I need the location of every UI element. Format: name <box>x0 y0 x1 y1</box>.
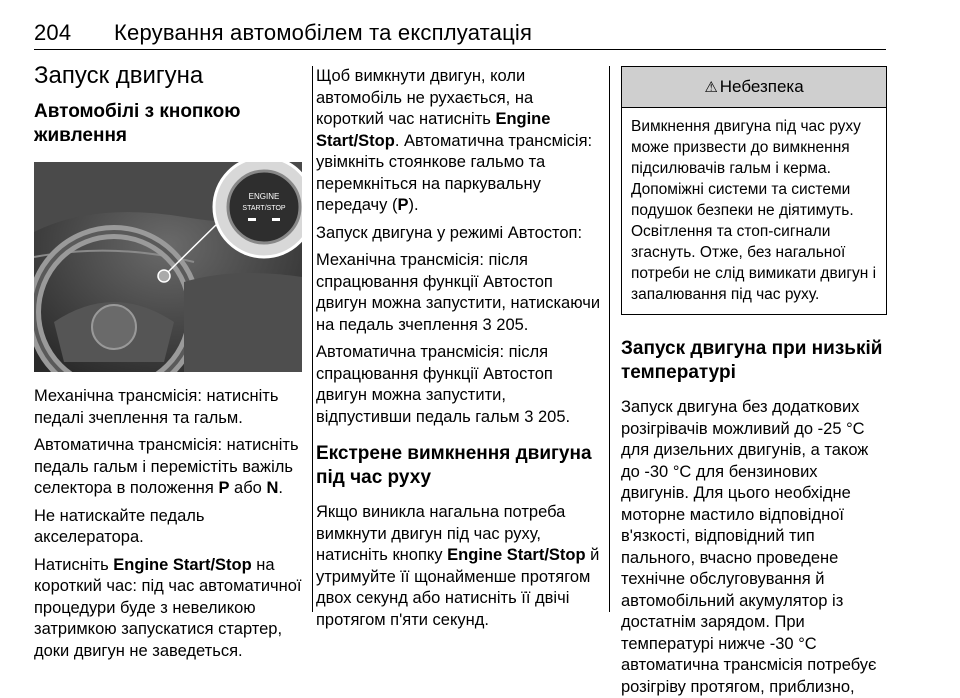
column-divider-2 <box>609 66 610 612</box>
text-run: або <box>229 479 267 497</box>
warning-title <box>622 67 886 108</box>
text-run: на короткий час: під час автоматичної процедури буде з невеликою затримкою запускатися стартер, доки двигун не заведеться. <box>34 555 302 660</box>
paragraph <box>316 342 602 428</box>
column-divider-1 <box>312 66 313 612</box>
paragraph: Механічна трансмісія: натисніть педалі зчеплення та гальм. <box>34 387 279 427</box>
text-run: Якщо виникла нагальна потреба вимкнути двигун під час руху, натисніть кнопку <box>316 503 566 564</box>
warning-box <box>621 66 887 315</box>
button-label-line2: START/STOP <box>242 205 286 212</box>
control-name: Engine Start/Stop <box>316 110 551 150</box>
section-heading: Запуск двигуна <box>34 62 204 89</box>
text-run: Автоматична трансмісія: після спрацювання функції Автостоп двигун можна запустити, відпустивши педаль гальм <box>316 343 553 426</box>
dashboard-illustration <box>34 162 302 372</box>
header-rule <box>34 49 886 50</box>
paragraph <box>34 435 302 500</box>
paragraph <box>316 502 602 631</box>
control-name: Engine Start/Stop <box>447 546 586 564</box>
subsection-heading: Екстрене вимкнення двигуна під час руху <box>316 443 592 488</box>
text-run: Механічна трансмісія: після спрацювання функції Автостоп двигун можна запустити, натискаючи на педаль зчеплення <box>316 251 601 334</box>
gear-p: P <box>218 479 230 497</box>
warning-text: Вимкнення двигуна під час руху може призвести до вимкнення підсилювачів гальм і керма. Допоміжні системи та системи подушок безпеки не діятимуть. Освітлення та стоп-сигнали згаснуть. Отже, без нагальної потреби не слід вимикати двигун і запалювання під час руху. <box>631 118 877 303</box>
paragraph <box>316 66 602 217</box>
dashboard-drawing <box>34 162 302 372</box>
control-name: Engine Start/Stop <box>113 555 252 574</box>
gear-n: N <box>266 479 279 497</box>
text-run: й утримуйте її щонайменше протягом двох секунд або натисніть її двічі протягом п'яти секунд. <box>316 546 600 629</box>
paragraph: Запуск двигуна без додаткових розігрівачів можливий до -25 °C для дизельних двигунів, а також до -30 °C для бензинових двигунів. Для цього необхідне моторне мастило відповідної в'язкості, відповідний тип пального, вчасно проведене технічне обслуговування й автомобільний акумулятор із достатнім зарядом. При температурі нижче -30 °C автоматична трансмісія потребує розігріву протягом, приблизно, <box>621 398 877 696</box>
page-number: 204 <box>34 20 72 45</box>
text-run: Автоматична трансмісія: натисніть педаль гальм і перемістіть важіль селектора в положення <box>34 436 299 497</box>
paragraph: Не натискайте педаль акселератора. <box>34 506 205 546</box>
chapter-title: Керування автомобілем та експлуатація <box>114 20 533 45</box>
subsection-heading: Запуск двигуна при низькій температурі <box>621 338 883 383</box>
page-reference[interactable]: 3 205. <box>524 407 571 426</box>
button-label-line1: ENGINE <box>248 192 280 201</box>
warning-triangle-icon: ⚠ <box>704 79 718 96</box>
page-header <box>34 20 532 46</box>
text-run: . <box>278 479 283 497</box>
warning-title-text: Небезпека <box>719 77 804 96</box>
column-2 <box>316 66 602 631</box>
subsection-heading: Автомобілі з кнопкою живлення <box>34 101 241 146</box>
text-run: . Автоматична трансмісія: увімкніть стоянкове гальмо та перемкніться на паркувальну передачу ( <box>316 131 593 214</box>
page-reference[interactable]: 3 205. <box>482 315 529 334</box>
paragraph <box>316 250 602 336</box>
column-1 <box>34 62 302 662</box>
paragraph <box>34 555 302 663</box>
paragraph: Запуск двигуна у режимі Автостоп: <box>316 223 583 242</box>
text-run: ). <box>408 196 419 214</box>
text-run: Щоб вимкнути двигун, коли автомобіль не рухається, на короткий час натисніть <box>316 67 534 128</box>
column-3 <box>621 66 887 698</box>
gear-p: P <box>397 196 409 214</box>
text-run: Натисніть <box>34 555 114 574</box>
